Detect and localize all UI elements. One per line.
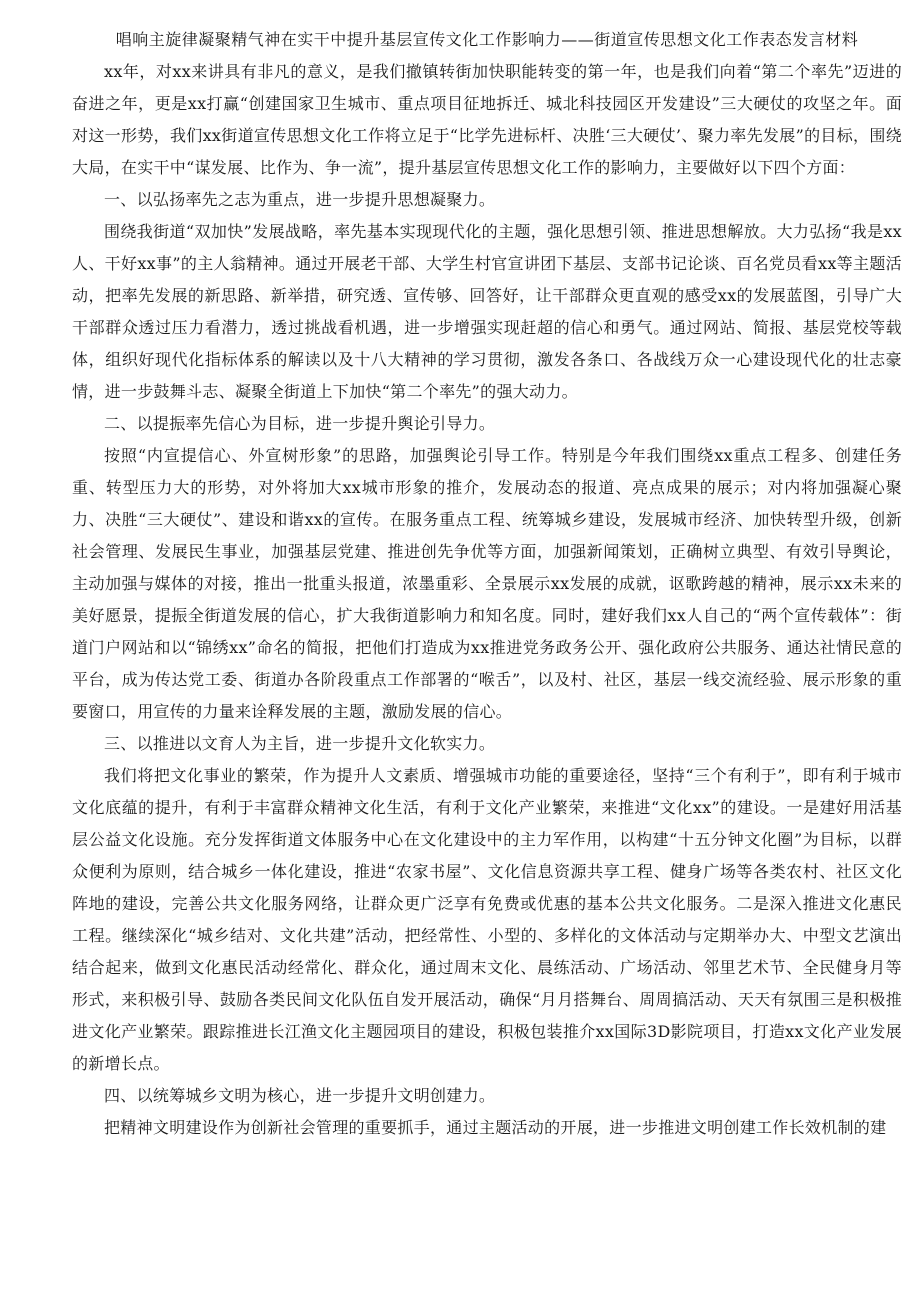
section-2-body: 按照“内宣提信心、外宣树形象”的思路，加强舆论引导工作。特别是今年我们围绕xx重点工程多、创建任务重、转型压力大的形势，对外将加大xx城市形象的推介，发展动态的报道、亮点成果的展示；对内将加强凝心聚力、决胜“三大硬仗”、建设和谐xx的宣传。在服务重点工程、统筹城乡建设，发展城市经济、加快转型升级，创新社会管理、发展民生事业，加强基层党建、推进创先争优等方面，加强新闻策划，正确树立典型、有效引导舆论，主动加强与媒体的对接，推出一批重头报道，浓墨重彩、全景展示xx发展的成就，讴歌跨越的精神，展示xx未来的美好愿景，提振全街道发展的信心，扩大我街道影响力和知名度。同时，建好我们xx人自己的“两个宣传载体”：街道门户网站和以“锦绣xx”命名的简报，把他们打造成为xx推进党务政务公开、强化政府公共服务、通达社情民意的平台，成为传达党工委、街道办各阶段重点工作部署的“喉舌”，以及村、社区，基层一线交流经验、展示形象的重要窗口，用宣传的力量来诠释发展的主题，激励发展的信心。 bbox=[72, 446, 902, 721]
document-title: 唱响主旋律凝聚精气神在实干中提升基层宣传文化工作影响力——街道宣传思想文化工作表态发言材料 bbox=[115, 30, 859, 49]
section-4-body: 把精神文明建设作为创新社会管理的重要抓手，通过主题活动的开展，进一步推进文明创建工作长效机制的建 bbox=[104, 1118, 887, 1137]
document-page bbox=[72, 24, 902, 1144]
section-1-body: 围绕我街道“双加快”发展战略，率先基本实现现代化的主题，强化思想引领、推进思想解放。大力弘扬“我是xx人、干好xx事”的主人翁精神。通过开展老干部、大学生村官宣讲团下基层、支部书记论谈、百名党员看xx等主题活动，把率先发展的新思路、新举措，研究透、宣传够、回答好，让干部群众更直观的感受xx的发展蓝图，引导广大干部群众透过压力看潜力，透过挑战看机遇，进一步增强实现赶超的信心和勇气。通过网站、简报、基层党校等载体，组织好现代化指标体系的解读以及十八大精神的学习贯彻，激发各条口、各战线万众一心建设现代化的壮志豪情，进一步鼓舞斗志、凝聚全街道上下加快“第二个率先”的强大动力。 bbox=[72, 222, 902, 401]
section-1-heading: 一、以弘扬率先之志为重点，进一步提升思想凝聚力。 bbox=[104, 190, 496, 209]
section-2-heading: 二、以提振率先信心为目标，进一步提升舆论引导力。 bbox=[104, 414, 496, 433]
intro-paragraph: xx年，对xx来讲具有非凡的意义，是我们撤镇转街加快职能转变的第一年，也是我们向着“第二个率先”迈进的奋进之年，更是xx打赢“创建国家卫生城市、重点项目征地拆迁、城北科技园区开发建设”三大硬仗的攻坚之年。面对这一形势，我们xx街道宣传思想文化工作将立足于“比学先进标杆、决胜‘三大硬仗’、聚力率先发展”的目标，围绕大局，在实干中“谋发展、比作为、争一流”，提升基层宣传思想文化工作的影响力，主要做好以下四个方面： bbox=[72, 62, 902, 177]
section-3-body: 我们将把文化事业的繁荣，作为提升人文素质、增强城市功能的重要途径，坚持“三个有利于”，即有利于城市文化底蕴的提升，有利于丰富群众精神文化生活，有利于文化产业繁荣，来推进“文化xx”的建设。一是建好用活基层公益文化设施。充分发挥街道文体服务中心在文化建设中的主力军作用，以构建“十五分钟文化圈”为目标，以群众便利为原则，结合城乡一体化建设，推进“农家书屋”、文化信息资源共享工程、健身广场等各类农村、社区文化阵地的建设，完善公共文化服务网络，让群众更广泛享有免费或优惠的基本公共文化服务。二是深入推进文化惠民工程。继续深化“城乡结对、文化共建”活动，把经常性、小型的、多样化的文体活动与定期举办大、中型文艺演出结合起来，做到文化惠民活动经常化、群众化，通过周末文化、晨练活动、广场活动、邻里艺术节、全民健身月等形式，来积极引导、鼓励各类民间文化队伍自发开展活动，确保“月月搭舞台、周周搞活动、天天有氛围三是积极推进文化产业繁荣。跟踪推进长江渔文化主题园项目的建设，积极包装推介xx国际3D影院项目，打造xx文化产业发展的新增长点。 bbox=[72, 766, 902, 1073]
section-3-heading: 三、以推进以文育人为主旨，进一步提升文化软实力。 bbox=[104, 734, 496, 753]
section-4-heading: 四、以统筹城乡文明为核心，进一步提升文明创建力。 bbox=[104, 1086, 496, 1105]
